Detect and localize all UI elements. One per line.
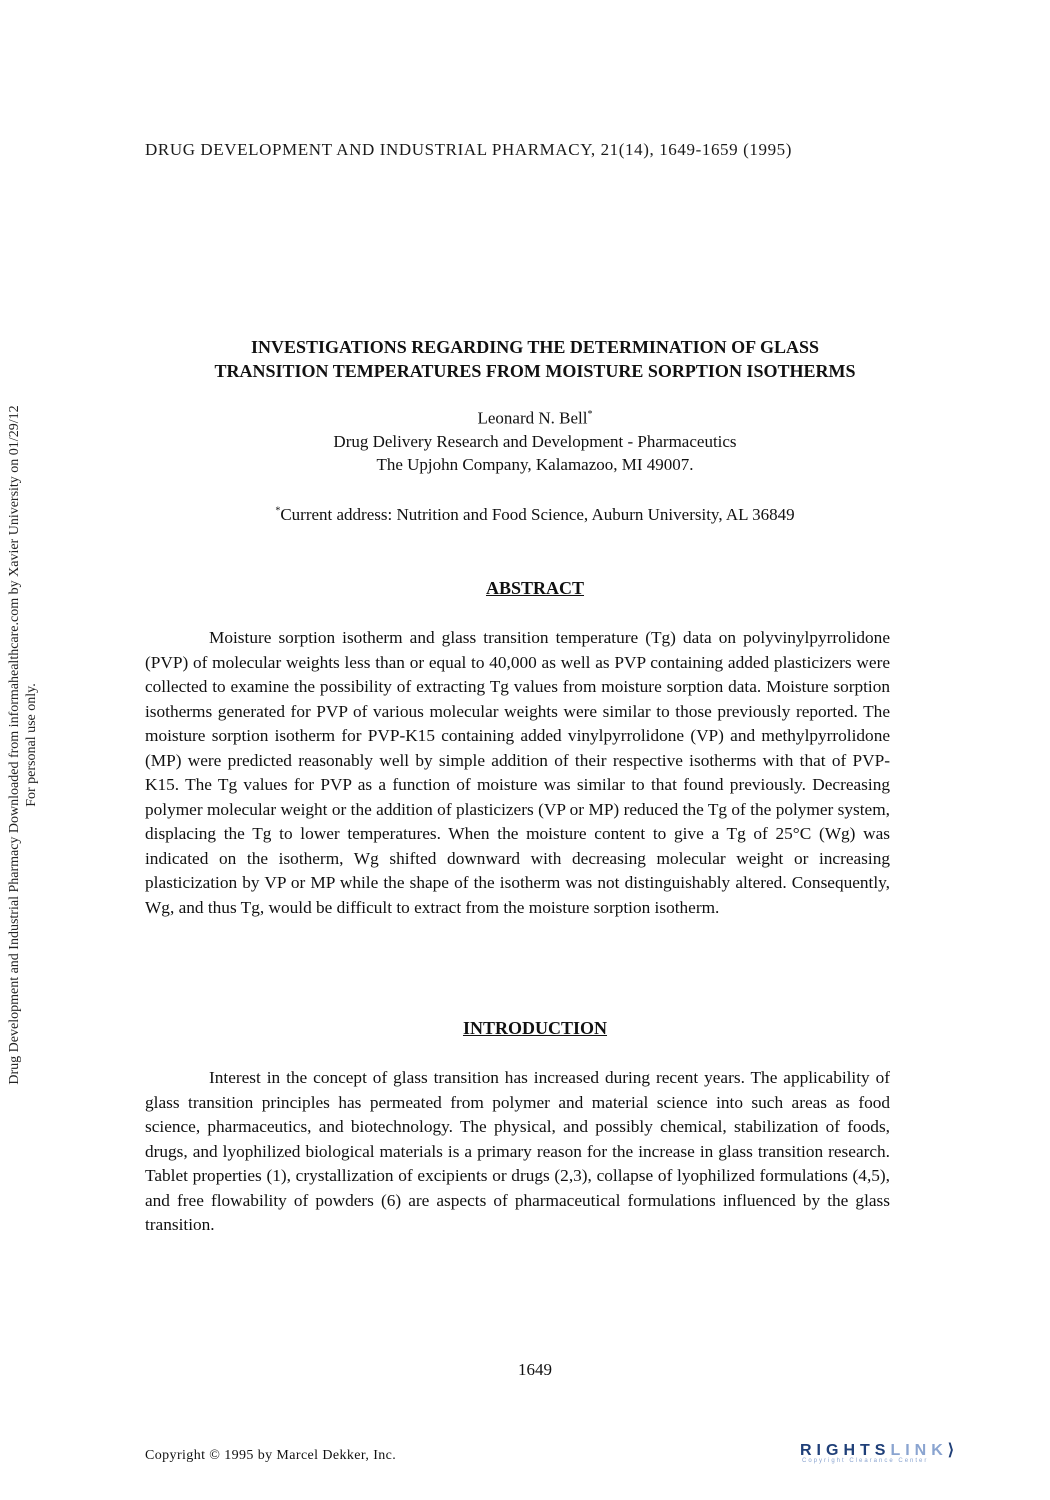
journal-header: DRUG DEVELOPMENT AND INDUSTRIAL PHARMACY, 21(14), 1649-1659 (1995) (145, 140, 793, 159)
author-marker: * (587, 409, 593, 420)
introduction-heading: INTRODUCTION (462, 1018, 608, 1038)
rightslink-part2: LINK (890, 1442, 948, 1459)
watermark-line-1: Drug Development and Industrial Pharmacy Downloaded from informahealthcare.com by Xavier University on 01/29/12 (7, 405, 22, 1085)
rightslink-subtitle: Copyright Clearance Center (802, 1458, 929, 1464)
abstract-text: Moisture sorption isotherm and glass transition temperature (Tg) data on polyvinylpyrrolidone (PVP) of molecular weights less than or equal to 40,000 as well as PVP containing added plasticizers were collected to examine the possibility of extracting Tg values from moisture sorption data. Moisture sorption isotherms generated for PVP of various molecular weights were similar to those previously reported. The moisture sorption isotherm for PVP-K15 containing added vinylpyrrolidone (VP) and methylpyrrolidone (MP) were predicted reasonably well by simple addition of their respective isotherms with that of PVP-K15. The Tg values for PVP as a function of moisture was similar to that found previously. Decreasing polymer molecular weight or the addition of plasticizers (VP or MP) reduced the Tg of the polymer system, displacing the Tg to lower temperatures. When the moisture content to give a Tg of 25°C (Wg) was indicated on the isotherm, Wg shifted downward with decreasing molecular weight or increasing plasticization by VP or MP while the shape of the isotherm was not distinguishably altered. Consequently, Wg, and thus Tg, would be difficult to extract from the moisture sorption isotherm. (145, 628, 890, 917)
address-marker: * (275, 505, 281, 517)
watermark-line-2: For personal use only. (24, 683, 39, 807)
current-address-text: Current address: Nutrition and Food Science, Auburn University, AL 36849 (280, 505, 795, 524)
rightslink-arrow-icon: ⟩ (947, 1442, 960, 1459)
rightslink-wordmark (800, 1440, 1030, 1460)
rightslink-logo[interactable] (800, 1440, 1030, 1470)
copyright-notice: Copyright © 1995 by Marcel Dekker, Inc. (145, 1448, 397, 1463)
author-name: Leonard N. Bell (477, 408, 588, 428)
author-affiliation-1: Drug Delivery Research and Development - Pharmaceutics (333, 431, 737, 451)
author-affiliation-2: The Upjohn Company, Kalamazoo, MI 49007. (376, 454, 694, 474)
current-address (145, 505, 925, 525)
introduction-paragraph (145, 1066, 890, 1238)
title-line-1: INVESTIGATIONS REGARDING THE DETERMINATION OF GLASS (251, 337, 819, 357)
title-line-2: TRANSITION TEMPERATURES FROM MOISTURE SORPTION ISOTHERMS (214, 361, 856, 381)
rightslink-part1: RIGHTS (800, 1442, 891, 1459)
page-number: 1649 (518, 1360, 552, 1379)
download-watermark (6, 345, 40, 1145)
abstract-paragraph (145, 626, 890, 920)
introduction-text: Interest in the concept of glass transition has increased during recent years. The applicability of glass transition principles has permeated from polymer and material science into such areas as food science, pharmaceutics, and biotechnology. The physical, and possibly chemical, stabilization of foods, drugs, and lyophilized biological materials is a primary reason for the increase in glass transition research. Tablet properties (1), crystallization of excipients or drugs (2,3), collapse of lyophilized formulations (4,5), and free flowability of powders (6) are aspects of pharmaceutical formulations influenced by the glass transition. (145, 1068, 890, 1234)
abstract-heading: ABSTRACT (485, 578, 585, 598)
paper-title (145, 335, 925, 383)
author-block (145, 403, 925, 476)
